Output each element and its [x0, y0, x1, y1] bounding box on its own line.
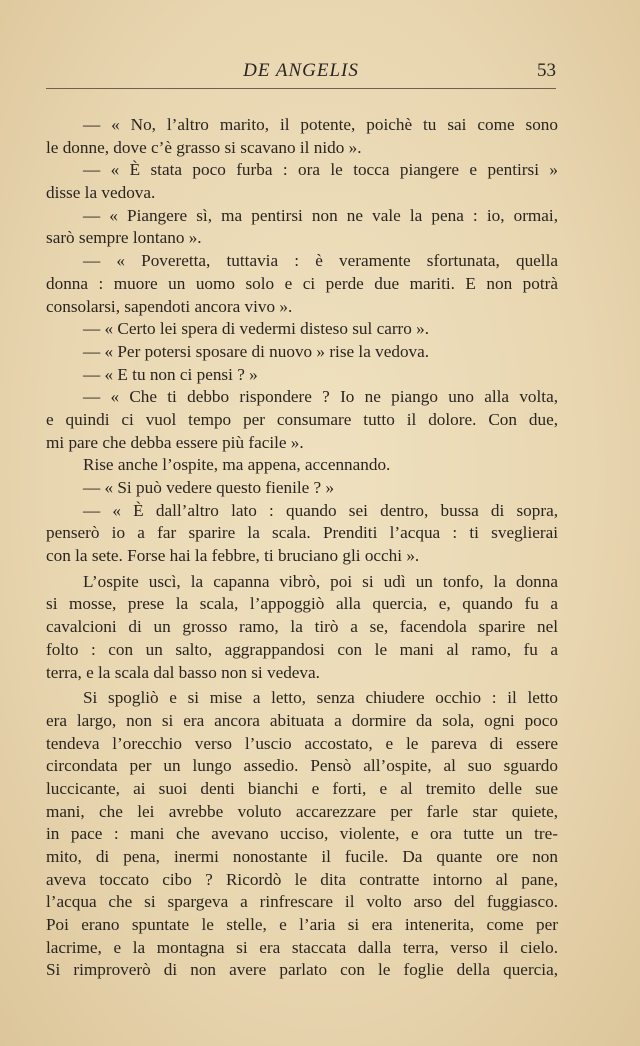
text-line: folto : con un salto, aggrappandosi con le mani al ramo, fu a	[46, 639, 558, 659]
text-line: — « Piangere sì, ma pentirsi non ne vale la pena : io, ormai,	[83, 205, 558, 225]
text-line: tendeva l’orecchio verso l’uscio accostato, e le pareva di essere	[46, 733, 558, 753]
text-line: mani, che lei avrebbe voluto accarezzare per farle star quiete,	[46, 801, 558, 821]
running-title: DE ANGELIS	[243, 60, 359, 81]
text-line: mito, di pena, inermi nonostante il fucile. Da quante ore non	[46, 847, 558, 866]
text-line: Poi erano spuntate le stelle, e l’aria si era intenerita, come per	[46, 915, 558, 935]
text-line: donna : muore un uomo solo e ci perde due mariti. E non potrà	[46, 273, 558, 293]
text-line: in pace : mani che avevano ucciso, violente, e ora tutte un tre-	[46, 824, 558, 844]
text-line: — « Certo lei spera di vedermi disteso sul carro ».	[83, 319, 430, 339]
text-line: cavalcioni di un grosso ramo, la tirò a se, facendola sparire nel	[46, 617, 558, 637]
text-line: luccicante, ai suoi denti bianchi e forti, e al tremito delle sue	[46, 778, 558, 798]
page-header	[46, 58, 556, 89]
body-text	[46, 114, 558, 982]
text-line: Rise anche l’ospite, ma appena, accennando.	[83, 455, 391, 475]
text-line: con la sete. Forse hai la febbre, ti bruciano gli occhi ».	[46, 546, 420, 566]
text-line: Si rimproverò di non avere parlato con le foglie della quercia,	[46, 960, 558, 980]
text-line: era largo, non si era ancora abituata a dormire da sola, ogni poco	[46, 710, 558, 730]
text-line: terra, e la scala dal basso non si vedeva.	[46, 662, 320, 682]
text-line: — « Che ti debbo rispondere ? Io ne piango uno alla volta,	[83, 387, 558, 407]
text-line: le donne, dove c’è grasso si scavano il nido ».	[46, 137, 362, 157]
text-line: — « Per potersi sposare di nuovo » rise la vedova.	[83, 341, 430, 361]
text-line: si mosse, prese la scala, l’appoggiò alla quercia, e, quando fu a	[46, 594, 558, 614]
text-line: aveva toccato cibo ? Ricordò le dita contratte intorno al pane,	[46, 869, 558, 889]
text-line: L’ospite uscì, la capanna vibrò, poi si udì un tonfo, la donna	[83, 571, 558, 591]
text-line: — « No, l’altro marito, il potente, poichè tu sai come sono	[83, 115, 558, 134]
text-line: e quindi ci vuol tempo per consumare tutto il dolore. Con due,	[46, 409, 558, 429]
text-line: circondata per un lungo assedio. Pensò all’ospite, al suo sguardo	[46, 756, 558, 776]
text-line: — « È dall’altro lato : quando sei dentro, bussa di sopra,	[83, 500, 558, 520]
text-line: penserò io a far sparire la scala. Prenditi l’acqua : ti sveglierai	[46, 523, 558, 543]
page-number: 53	[537, 60, 556, 81]
text-line: consolarsi, sapendoti ancora vivo ».	[46, 296, 293, 316]
text-line: — « E tu non ci pensi ? »	[83, 364, 258, 384]
text-line: disse la vedova.	[46, 183, 156, 203]
text-line: lacrime, e la montagna si era staccata dalla terra, verso il cielo.	[46, 937, 558, 957]
text-line: — « Poveretta, tuttavia : è veramente sfortunata, quella	[83, 251, 558, 271]
text-line: — « È stata poco furba : ora le tocca piangere e pentirsi »	[83, 160, 558, 180]
text-line: sarò sempre lontano ».	[46, 228, 202, 248]
text-line: l’acqua che si spargeva a rinfrescare il volto arso del fuggiasco.	[46, 892, 558, 912]
text-line: mi pare che debba essere più facile ».	[46, 432, 304, 452]
text-line: — « Si può vedere questo fienile ? »	[83, 478, 335, 497]
text-line: Si spogliò e si mise a letto, senza chiudere occhio : il letto	[83, 688, 558, 708]
